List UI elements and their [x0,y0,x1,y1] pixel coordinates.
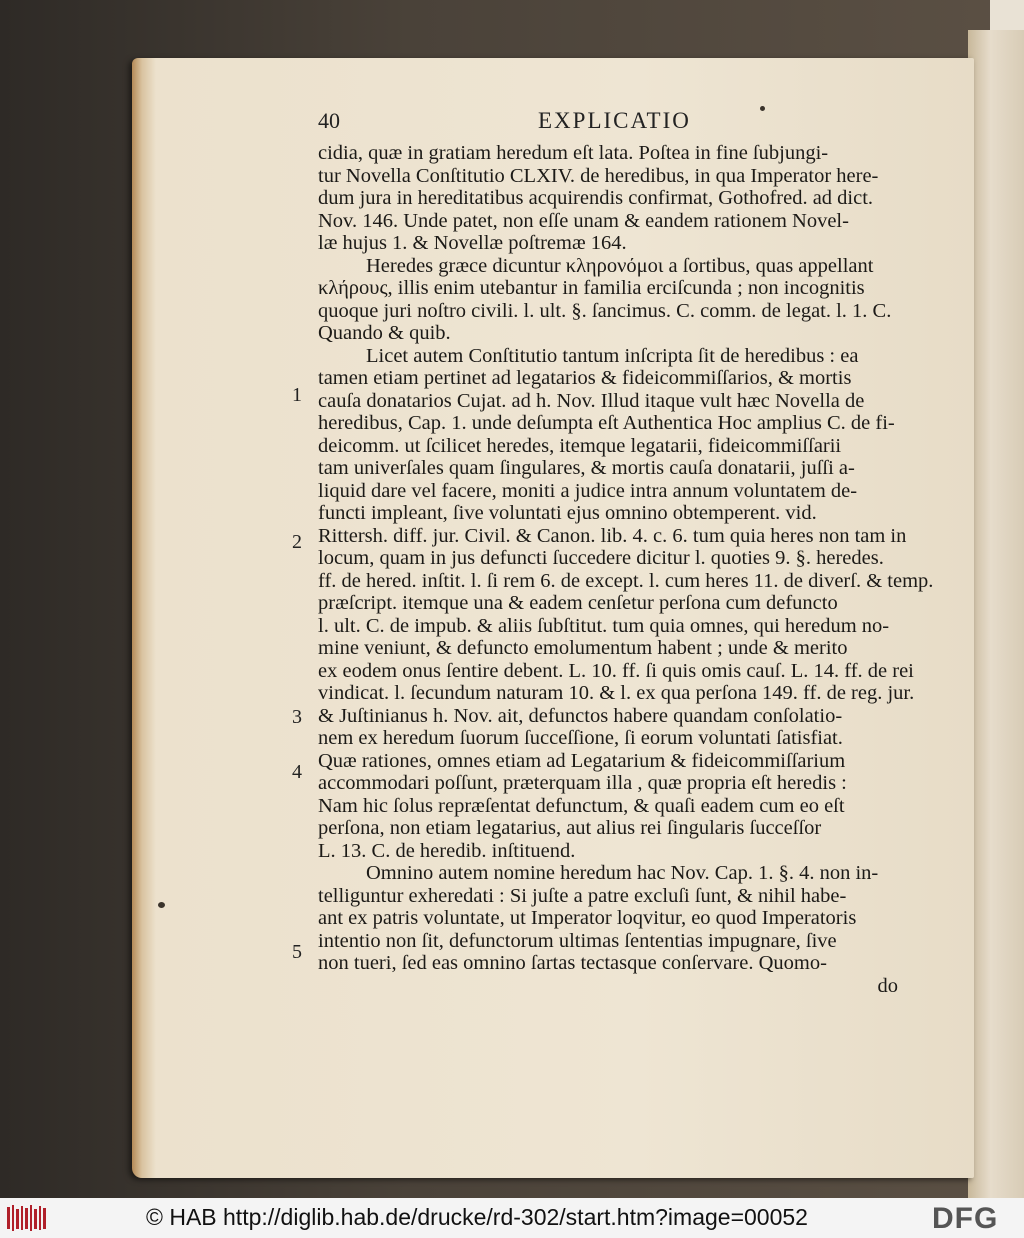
running-title: EXPLICATIO [538,108,691,133]
text-line: Nov. 146. Unde patet, non eſſe unam & eandem rationem Novel- [318,209,849,232]
text-line: Quæ rationes, omnes etiam ad Legatarium & fideicommiſſarium [318,749,846,772]
text-line: non tueri, ſed eas omnino ſartas tectasque conſervare. Quomo- [318,952,827,974]
text-line: tam univerſales quam ſingulares, & mortis cauſa donatarii, juſſi a- [318,457,855,479]
text-line: L. 13. C. de heredib. inſtituend. [318,839,576,862]
text-line: telliguntur exheredati : Si juſte a patre excluſi ſunt, & nihil habe- [318,884,847,907]
text-line: quoque juri noſtro civili. l. ult. §. ſancimus. C. comm. de legat. l. 1. C. [318,299,892,322]
text-line: & Juſtinianus h. Nov. ait, defunctos habere quandam conſolatio- [318,704,843,727]
text-line: vindicat. l. ſecundum naturam 10. & l. ex qua perſona 149. ff. de reg. jur. [318,682,915,704]
text-line: heredibus, Cap. 1. unde deſumpta eſt Authentica Hoc amplius C. de fi- [318,412,895,434]
hab-barcode-logo-icon [6,1203,50,1233]
margin-number: 5 [292,941,302,963]
text-line: intentio non ſit, defunctorum ultimas ſententias impugnare, ſive [318,929,837,952]
margin-number: 3 [292,706,302,728]
ink-spot [760,106,765,111]
text-line: cidia, quæ in gratiam heredum eſt lata. Poſtea in fine ſubjungi- [318,142,829,164]
text-line: mine veniunt, & defuncto emolumentum habent ; unde & merito [318,637,848,659]
margin-number: 4 [292,761,302,783]
text-line: accommodari poſſunt, præterquam illa , quæ propria eſt heredis : [318,772,847,794]
dfg-logo: DFG [932,1202,999,1235]
text-line: liquid dare vel facere, moniti a judice intra annum voluntatem de- [318,479,858,502]
text-line: functi impleant, ſive voluntati ejus omnino obtemperent. vid. [318,502,817,524]
text-line: tamen etiam pertinet ad legatarios & fideicommiſſarios, & mortis [318,367,852,389]
text-line: Quando & quib. [318,322,451,344]
catchword: do [877,974,898,997]
page-number: 40 [318,108,340,133]
text-line: cauſa donatarios Cujat. ad h. Nov. Illud itaque vult hæc Novella de [318,389,865,412]
text-line: Rittersh. diff. jur. Civil. & Canon. lib. 4. c. 6. tum quia heres non tam in [318,524,907,547]
text-line: nem ex heredum ſuorum ſucceſſione, ſi eorum voluntati ſatisfiat. [318,727,843,749]
facing-page-edge [968,30,1024,1198]
text-line: κλήρους, illis enim utebantur in familia erciſcunda ; non incognitis [318,277,865,299]
text-line: ff. de hered. inſtit. l. ſi rem 6. de except. l. cum heres 11. de diverſ. & temp. [318,569,934,592]
text-line: deicomm. ut ſcilicet heredes, itemque legatarii, fideicommiſſarii [318,434,842,457]
body-text [318,142,934,997]
page-header [318,108,718,140]
copyright-url-text: © HAB http://diglib.hab.de/drucke/rd-302/start.htm?image=00052 [146,1204,808,1230]
margin-number: 2 [292,531,302,553]
text-line: præſcript. itemque una & eadem cenſetur perſona cum defuncto [318,592,838,614]
text-line: Heredes græce dicuntur κληρονόμοι a ſortibus, quas appellant [366,254,874,277]
text-line: Nam hic ſolus repræſentat defunctum, & quaſi eadem cum eo eſt [318,794,845,817]
text-line: locum, quam in jus defuncti ſuccedere dicitur l. quoties 9. §. heredes. [318,547,884,569]
text-line: Omnino autem nomine heredum hac Nov. Cap. 1. §. 4. non in- [366,862,879,884]
footer-bar [0,1198,1024,1238]
text-line: l. ult. C. de impub. & aliis ſubſtitut. tum quia omnes, qui heredum no- [318,614,890,637]
text-line: læ hujus 1. & Novellæ poſtremæ 164. [318,232,627,254]
text-line: Licet autem Conſtitutio tantum inſcripta ſit de heredibus : ea [366,344,859,367]
text-line: tur Novella Conſtitutio CLXIV. de heredibus, in qua Imperator here- [318,164,879,187]
margin-number: 1 [292,384,302,406]
text-line: ant ex patris voluntate, ut Imperator loqvitur, eo quod Imperatoris [318,907,857,929]
text-line: perſona, non etiam legatarius, aut alius rei ſingularis ſucceſſor [318,817,822,839]
text-line: dum jura in hereditatibus acquirendis confirmat, Gothofred. ad dict. [318,187,874,209]
ink-spot [158,902,165,908]
text-line: ex eodem onus ſentire debent. L. 10. ff. ſi quis omis cauſ. L. 14. ff. de rei [318,659,914,682]
